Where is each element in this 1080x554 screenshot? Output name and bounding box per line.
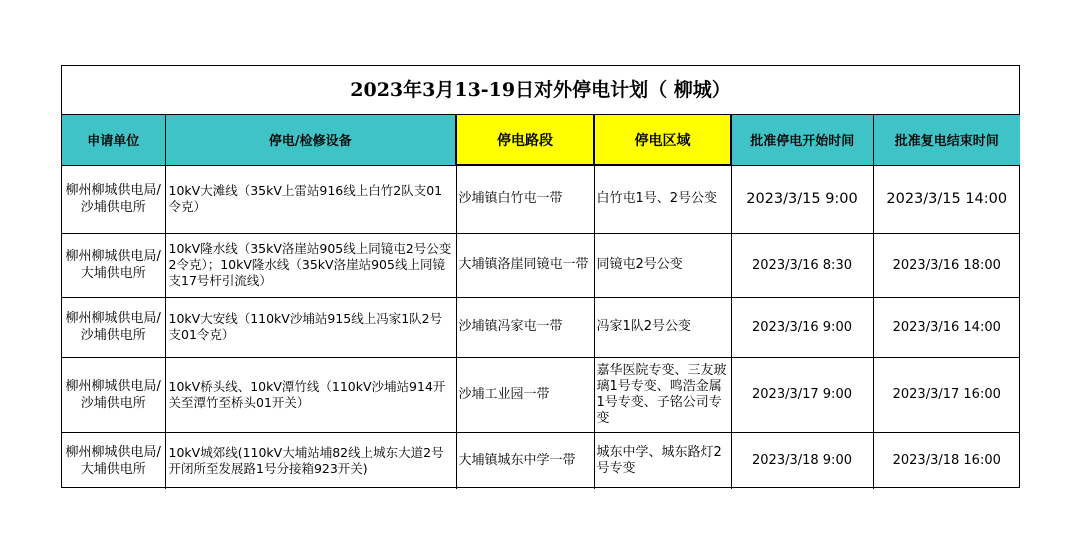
cell-start-time: 2023/3/15 9:00 — [731, 165, 873, 233]
cell-unit: 柳州柳城供电局/沙埔供电所 — [62, 165, 165, 233]
cell-road: 大埔镇城东中学一带 — [456, 432, 594, 489]
cell-road: 沙埔工业园一带 — [456, 357, 594, 432]
cell-end-time: 2023/3/15 14:00 — [873, 165, 1020, 233]
cell-unit: 柳州柳城供电局/沙埔供电所 — [62, 357, 165, 432]
cell-end-time: 2023/3/16 14:00 — [873, 297, 1020, 357]
cell-area: 同镜屯2号公变 — [594, 233, 731, 297]
table-row — [62, 233, 1020, 297]
table-title: 2023年3月13-19日对外停电计划（ 柳城） — [62, 66, 1019, 115]
header-road: 停电路段 — [456, 115, 594, 165]
cell-equipment: 10kV大滩线（35kV上雷站916线上白竹2队支01令克） — [165, 165, 456, 233]
cell-road: 沙埔镇冯家屯一带 — [456, 297, 594, 357]
table-row — [62, 432, 1020, 489]
outage-plan-table — [61, 65, 1020, 488]
header-start-time: 批准停电开始时间 — [731, 115, 873, 165]
outage-table — [62, 115, 1020, 489]
cell-area: 嘉华医院专变、三友玻璃1号专变、鸣浩金属1号专变、子铭公司专变 — [594, 357, 731, 432]
cell-end-time: 2023/3/18 16:00 — [873, 432, 1020, 489]
header-end-time: 批准复电结束时间 — [873, 115, 1020, 165]
cell-area: 城东中学、城东路灯2号专变 — [594, 432, 731, 489]
cell-start-time: 2023/3/16 8:30 — [731, 233, 873, 297]
cell-unit: 柳州柳城供电局/大埔供电所 — [62, 432, 165, 489]
header-equipment: 停电/检修设备 — [165, 115, 456, 165]
cell-end-time: 2023/3/16 18:00 — [873, 233, 1020, 297]
cell-end-time: 2023/3/17 16:00 — [873, 357, 1020, 432]
cell-unit: 柳州柳城供电局/大埔供电所 — [62, 233, 165, 297]
cell-road: 沙埔镇白竹屯一带 — [456, 165, 594, 233]
cell-start-time: 2023/3/16 9:00 — [731, 297, 873, 357]
table-row — [62, 297, 1020, 357]
cell-start-time: 2023/3/18 9:00 — [731, 432, 873, 489]
header-unit: 申请单位 — [62, 115, 165, 165]
cell-equipment: 10kV大安线（110kV沙埔站915线上冯家1队2号支01令克） — [165, 297, 456, 357]
table-row — [62, 165, 1020, 233]
cell-unit: 柳州柳城供电局/沙埔供电所 — [62, 297, 165, 357]
table-row — [62, 357, 1020, 432]
cell-road: 大埔镇洛崖同镜屯一带 — [456, 233, 594, 297]
cell-area: 冯家1队2号公变 — [594, 297, 731, 357]
cell-equipment: 10kV隆水线（35kV洛崖站905线上同镜屯2号公变2令克）；10kV隆水线（35kV洛崖站905线上同镜支17号杆引流线） — [165, 233, 456, 297]
cell-start-time: 2023/3/17 9:00 — [731, 357, 873, 432]
cell-equipment: 10kV城郊线(110kV大埔站埔82线上城东大道2号开闭所至发展路1号分接箱923开关) — [165, 432, 456, 489]
cell-equipment: 10kV桥头线、10kV潭竹线（110kV沙埔站914开关至潭竹至桥头01开关） — [165, 357, 456, 432]
header-row — [62, 115, 1020, 165]
cell-area: 白竹屯1号、2号公变 — [594, 165, 731, 233]
header-area: 停电区域 — [594, 115, 731, 165]
